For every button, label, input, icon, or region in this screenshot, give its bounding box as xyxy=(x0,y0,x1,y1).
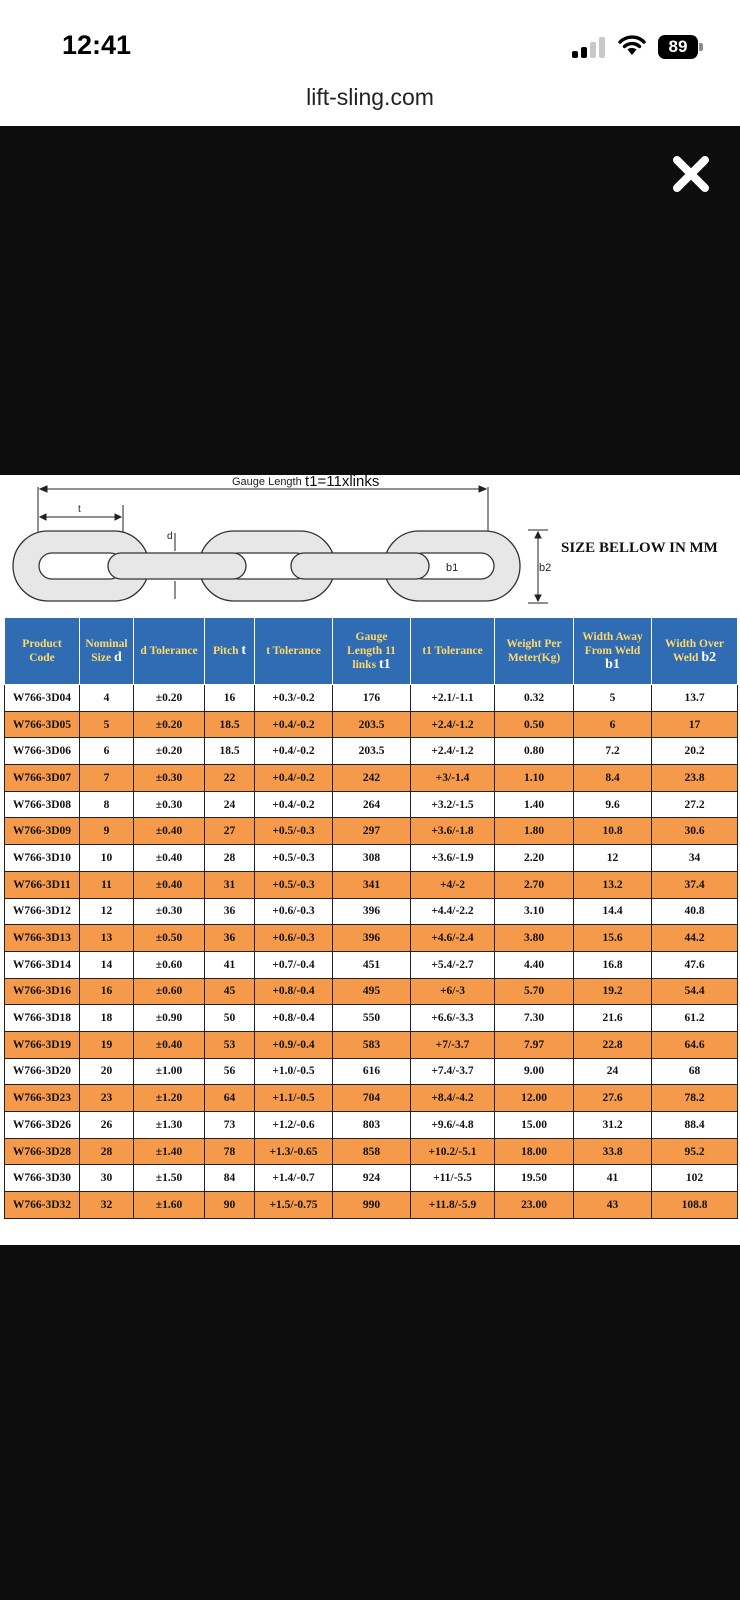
table-cell: 0.50 xyxy=(495,711,574,738)
table-cell: 53 xyxy=(205,1031,255,1058)
table-cell: 68 xyxy=(652,1058,738,1085)
table-cell: 7 xyxy=(80,765,134,792)
table-cell: 176 xyxy=(333,685,411,712)
table-cell: 5 xyxy=(80,711,134,738)
table-cell: 24 xyxy=(205,791,255,818)
battery-level: 89 xyxy=(658,35,698,59)
address-bar[interactable] xyxy=(0,80,740,126)
table-cell: 12 xyxy=(574,845,652,872)
table-cell: ±0.50 xyxy=(134,925,205,952)
table-cell: +0.5/-0.3 xyxy=(255,818,333,845)
table-cell: 20 xyxy=(80,1058,134,1085)
table-cell: 924 xyxy=(333,1165,411,1192)
table-cell: 11 xyxy=(80,871,134,898)
diameter-label: d xyxy=(167,531,173,542)
table-cell: 95.2 xyxy=(652,1138,738,1165)
table-cell: 18 xyxy=(80,1005,134,1032)
table-cell: W766-3D14 xyxy=(5,951,80,978)
table-cell: 26 xyxy=(80,1112,134,1139)
table-cell: +4/-2 xyxy=(411,871,495,898)
header-line2: Meter(Kg) xyxy=(507,652,561,664)
table-cell: 73 xyxy=(205,1112,255,1139)
table-cell: W766-3D19 xyxy=(5,1031,80,1058)
header-line2: Size xyxy=(91,652,112,664)
table-cell: 1.40 xyxy=(495,791,574,818)
table-cell: 31 xyxy=(205,871,255,898)
table-cell: 30 xyxy=(80,1165,134,1192)
cellular-signal-icon xyxy=(572,36,606,58)
table-cell: +1.4/-0.7 xyxy=(255,1165,333,1192)
table-cell: 6 xyxy=(80,738,134,765)
table-cell: W766-3D07 xyxy=(5,765,80,792)
table-cell: 28 xyxy=(205,845,255,872)
table-cell: 24 xyxy=(574,1058,652,1085)
table-row xyxy=(5,978,738,1005)
table-cell: 108.8 xyxy=(652,1192,738,1219)
table-cell: 8.4 xyxy=(574,765,652,792)
header-symbol: t1 xyxy=(378,657,391,672)
column-header xyxy=(80,618,134,685)
table-cell: 14 xyxy=(80,951,134,978)
column-header xyxy=(134,618,205,685)
table-cell: +9.6/-4.8 xyxy=(411,1112,495,1139)
table-cell: 13 xyxy=(80,925,134,952)
table-cell: +10.2/-5.1 xyxy=(411,1138,495,1165)
table-cell: ±0.40 xyxy=(134,845,205,872)
table-cell: 16.8 xyxy=(574,951,652,978)
table-cell: 7.2 xyxy=(574,738,652,765)
table-row xyxy=(5,1138,738,1165)
table-cell: 45 xyxy=(205,978,255,1005)
column-header xyxy=(652,618,738,685)
table-cell: 16 xyxy=(80,978,134,1005)
table-cell: ±0.30 xyxy=(134,765,205,792)
table-cell: ±1.30 xyxy=(134,1112,205,1139)
table-cell: ±1.40 xyxy=(134,1138,205,1165)
table-cell: 40.8 xyxy=(652,898,738,925)
table-cell: +4.6/-2.4 xyxy=(411,925,495,952)
table-cell: 27 xyxy=(205,818,255,845)
header-line2: Code xyxy=(29,652,55,664)
table-cell: ±1.50 xyxy=(134,1165,205,1192)
table-cell: 297 xyxy=(333,818,411,845)
table-cell: 33.8 xyxy=(574,1138,652,1165)
table-cell: W766-3D16 xyxy=(5,978,80,1005)
table-cell: ±1.00 xyxy=(134,1058,205,1085)
table-cell: ±0.60 xyxy=(134,951,205,978)
table-cell: 36 xyxy=(205,925,255,952)
table-cell: +3/-1.4 xyxy=(411,765,495,792)
table-cell: 5 xyxy=(574,685,652,712)
table-cell: 990 xyxy=(333,1192,411,1219)
table-cell: 396 xyxy=(333,898,411,925)
table-cell: 18.00 xyxy=(495,1138,574,1165)
table-cell: +0.4/-0.2 xyxy=(255,791,333,818)
table-row xyxy=(5,738,738,765)
table-cell: +0.8/-0.4 xyxy=(255,1005,333,1032)
table-cell: 858 xyxy=(333,1138,411,1165)
header-line1: Gauge xyxy=(355,631,388,643)
table-row xyxy=(5,1192,738,1219)
table-cell: 37.4 xyxy=(652,871,738,898)
pitch-label: t xyxy=(78,504,81,515)
table-cell: +0.6/-0.3 xyxy=(255,898,333,925)
header-line1: t Tolerance xyxy=(266,645,321,657)
table-cell: +0.4/-0.2 xyxy=(255,765,333,792)
table-cell: 47.6 xyxy=(652,951,738,978)
column-header xyxy=(574,618,652,685)
table-cell: 78.2 xyxy=(652,1085,738,1112)
header-line2: Weld xyxy=(672,652,699,664)
table-cell: 8 xyxy=(80,791,134,818)
table-cell: W766-3D04 xyxy=(5,685,80,712)
battery-icon xyxy=(658,35,704,59)
table-cell: 7.97 xyxy=(495,1031,574,1058)
table-cell: 13.2 xyxy=(574,871,652,898)
table-cell: 61.2 xyxy=(652,1005,738,1032)
table-cell: 9 xyxy=(80,818,134,845)
table-cell: W766-3D23 xyxy=(5,1085,80,1112)
table-cell: W766-3D30 xyxy=(5,1165,80,1192)
table-cell: +0.7/-0.4 xyxy=(255,951,333,978)
wifi-icon xyxy=(618,34,646,56)
table-cell: 4.40 xyxy=(495,951,574,978)
table-cell: 32 xyxy=(80,1192,134,1219)
table-row xyxy=(5,1165,738,1192)
table-cell: 803 xyxy=(333,1112,411,1139)
table-cell: +0.8/-0.4 xyxy=(255,978,333,1005)
table-cell: 264 xyxy=(333,791,411,818)
table-row xyxy=(5,765,738,792)
table-row xyxy=(5,925,738,952)
chain-spec-table xyxy=(4,617,738,1219)
table-cell: 18.5 xyxy=(205,738,255,765)
table-cell: 616 xyxy=(333,1058,411,1085)
header-line1: Product xyxy=(22,638,62,650)
table-cell: 23.8 xyxy=(652,765,738,792)
table-cell: +1.1/-0.5 xyxy=(255,1085,333,1112)
table-cell: 102 xyxy=(652,1165,738,1192)
table-cell: +11/-5.5 xyxy=(411,1165,495,1192)
table-cell: +3.6/-1.9 xyxy=(411,845,495,872)
table-cell: 16 xyxy=(205,685,255,712)
table-cell: 2.20 xyxy=(495,845,574,872)
table-cell: +7/-3.7 xyxy=(411,1031,495,1058)
table-cell: 43 xyxy=(574,1192,652,1219)
table-cell: 41 xyxy=(205,951,255,978)
table-cell: W766-3D18 xyxy=(5,1005,80,1032)
table-cell: W766-3D26 xyxy=(5,1112,80,1139)
table-cell: +7.4/-3.7 xyxy=(411,1058,495,1085)
table-row xyxy=(5,685,738,712)
table-cell: 3.10 xyxy=(495,898,574,925)
table-cell: +2.4/-1.2 xyxy=(411,711,495,738)
table-cell: 78 xyxy=(205,1138,255,1165)
table-cell: 6 xyxy=(574,711,652,738)
table-cell: 84 xyxy=(205,1165,255,1192)
table-cell: ±0.40 xyxy=(134,871,205,898)
table-cell: ±0.60 xyxy=(134,978,205,1005)
table-cell: 9.6 xyxy=(574,791,652,818)
table-cell: +4.4/-2.2 xyxy=(411,898,495,925)
table-cell: +11.8/-5.9 xyxy=(411,1192,495,1219)
table-cell: ±0.90 xyxy=(134,1005,205,1032)
table-cell: +0.5/-0.3 xyxy=(255,871,333,898)
table-cell: 23 xyxy=(80,1085,134,1112)
table-cell: 550 xyxy=(333,1005,411,1032)
table-cell: 18.5 xyxy=(205,711,255,738)
table-cell: 19 xyxy=(80,1031,134,1058)
header-symbol: b2 xyxy=(701,650,717,665)
gauge-label: Gauge Length xyxy=(232,476,302,488)
table-cell: 12.00 xyxy=(495,1085,574,1112)
table-cell: 14.4 xyxy=(574,898,652,925)
table-cell: 495 xyxy=(333,978,411,1005)
header-line1: Width Over xyxy=(665,638,724,650)
table-cell: 22 xyxy=(205,765,255,792)
image-viewer xyxy=(0,475,740,1245)
table-cell: W766-3D09 xyxy=(5,818,80,845)
close-icon[interactable] xyxy=(671,154,711,194)
column-header xyxy=(495,618,574,685)
header-line1: Width Away xyxy=(582,631,643,643)
table-cell: 1.80 xyxy=(495,818,574,845)
table-cell: 28 xyxy=(80,1138,134,1165)
column-header xyxy=(333,618,411,685)
table-row xyxy=(5,818,738,845)
gauge-formula: t1=11xlinks xyxy=(305,475,380,490)
table-cell: 10.8 xyxy=(574,818,652,845)
table-cell: +0.5/-0.3 xyxy=(255,845,333,872)
table-cell: ±0.20 xyxy=(134,685,205,712)
table-cell: 30.6 xyxy=(652,818,738,845)
table-cell: 56 xyxy=(205,1058,255,1085)
table-cell: 242 xyxy=(333,765,411,792)
table-cell: +2.4/-1.2 xyxy=(411,738,495,765)
table-cell: 3.80 xyxy=(495,925,574,952)
table-cell: +1.0/-0.5 xyxy=(255,1058,333,1085)
table-cell: 19.2 xyxy=(574,978,652,1005)
table-cell: 341 xyxy=(333,871,411,898)
table-cell: W766-3D28 xyxy=(5,1138,80,1165)
header-line2: Length 11 links xyxy=(347,645,396,671)
column-header xyxy=(205,618,255,685)
table-cell: 7.30 xyxy=(495,1005,574,1032)
table-cell: 704 xyxy=(333,1085,411,1112)
table-cell: 451 xyxy=(333,951,411,978)
table-cell: ±1.60 xyxy=(134,1192,205,1219)
table-cell: 36 xyxy=(205,898,255,925)
table-cell: 203.5 xyxy=(333,738,411,765)
table-cell: 23.00 xyxy=(495,1192,574,1219)
header-line2: From Weld xyxy=(584,645,641,657)
table-cell: 21.6 xyxy=(574,1005,652,1032)
table-cell: 5.70 xyxy=(495,978,574,1005)
table-cell: 50 xyxy=(205,1005,255,1032)
b2-label: b2 xyxy=(539,562,552,574)
table-row xyxy=(5,951,738,978)
table-cell: 396 xyxy=(333,925,411,952)
table-cell: W766-3D12 xyxy=(5,898,80,925)
header-symbol: t xyxy=(241,643,247,658)
table-cell: 4 xyxy=(80,685,134,712)
table-cell: 34 xyxy=(652,845,738,872)
table-cell: 27.2 xyxy=(652,791,738,818)
table-cell: 12 xyxy=(80,898,134,925)
table-cell: W766-3D05 xyxy=(5,711,80,738)
table-cell: 9.00 xyxy=(495,1058,574,1085)
column-header xyxy=(255,618,333,685)
table-cell: 44.2 xyxy=(652,925,738,952)
column-header xyxy=(5,618,80,685)
table-row xyxy=(5,1112,738,1139)
table-cell: ±0.30 xyxy=(134,898,205,925)
table-cell: 90 xyxy=(205,1192,255,1219)
table-row xyxy=(5,791,738,818)
table-cell: +3.6/-1.8 xyxy=(411,818,495,845)
table-row xyxy=(5,845,738,872)
table-cell: ±0.40 xyxy=(134,1031,205,1058)
table-cell: +6/-3 xyxy=(411,978,495,1005)
table-cell: +3.2/-1.5 xyxy=(411,791,495,818)
table-row xyxy=(5,1031,738,1058)
table-cell: +0.9/-0.4 xyxy=(255,1031,333,1058)
table-cell: 583 xyxy=(333,1031,411,1058)
table-cell: 203.5 xyxy=(333,711,411,738)
table-cell: W766-3D10 xyxy=(5,845,80,872)
status-bar xyxy=(0,0,740,80)
url-text: lift-sling.com xyxy=(306,84,434,110)
table-cell: 2.70 xyxy=(495,871,574,898)
table-cell: 0.32 xyxy=(495,685,574,712)
table-cell: 64 xyxy=(205,1085,255,1112)
table-row xyxy=(5,711,738,738)
table-cell: 88.4 xyxy=(652,1112,738,1139)
table-cell: 54.4 xyxy=(652,978,738,1005)
table-cell: +1.2/-0.6 xyxy=(255,1112,333,1139)
table-cell: 31.2 xyxy=(574,1112,652,1139)
table-cell: 64.6 xyxy=(652,1031,738,1058)
table-cell: 15.6 xyxy=(574,925,652,952)
table-cell: +0.6/-0.3 xyxy=(255,925,333,952)
table-cell: +1.3/-0.65 xyxy=(255,1138,333,1165)
table-cell: W766-3D08 xyxy=(5,791,80,818)
table-cell: 20.2 xyxy=(652,738,738,765)
table-cell: +5.4/-2.7 xyxy=(411,951,495,978)
table-cell: 308 xyxy=(333,845,411,872)
table-cell: 13.7 xyxy=(652,685,738,712)
table-cell: ±1.20 xyxy=(134,1085,205,1112)
table-cell: W766-3D13 xyxy=(5,925,80,952)
status-time: 12:41 xyxy=(62,30,132,60)
table-cell: 10 xyxy=(80,845,134,872)
table-cell: ±0.40 xyxy=(134,818,205,845)
header-line1: Weight Per xyxy=(506,638,562,650)
header-line1: Nominal xyxy=(85,638,128,650)
table-cell: +0.3/-0.2 xyxy=(255,685,333,712)
table-row xyxy=(5,898,738,925)
header-symbol: d xyxy=(113,650,122,665)
header-line1: t1 Tolerance xyxy=(422,645,483,657)
header-line1: Pitch xyxy=(212,645,239,657)
table-cell: 1.10 xyxy=(495,765,574,792)
table-cell: W766-3D20 xyxy=(5,1058,80,1085)
table-row xyxy=(5,871,738,898)
table-cell: W766-3D06 xyxy=(5,738,80,765)
table-cell: +2.1/-1.1 xyxy=(411,685,495,712)
table-cell: 19.50 xyxy=(495,1165,574,1192)
table-cell: 41 xyxy=(574,1165,652,1192)
table-row xyxy=(5,1005,738,1032)
table-row xyxy=(5,1058,738,1085)
table-cell: ±0.20 xyxy=(134,711,205,738)
table-cell: 15.00 xyxy=(495,1112,574,1139)
table-cell: +1.5/-0.75 xyxy=(255,1192,333,1219)
table-cell: W766-3D11 xyxy=(5,871,80,898)
header-line1: d Tolerance xyxy=(140,645,198,657)
table-cell: ±0.30 xyxy=(134,791,205,818)
table-header-row xyxy=(5,618,738,685)
table-cell: W766-3D32 xyxy=(5,1192,80,1219)
table-cell: +0.4/-0.2 xyxy=(255,711,333,738)
header-symbol: b1 xyxy=(605,657,620,672)
table-row xyxy=(5,1085,738,1112)
column-header xyxy=(411,618,495,685)
table-cell: 22.8 xyxy=(574,1031,652,1058)
table-cell: ±0.20 xyxy=(134,738,205,765)
table-cell: +6.6/-3.3 xyxy=(411,1005,495,1032)
table-cell: +8.4/-4.2 xyxy=(411,1085,495,1112)
size-note: SIZE BELLOW IN MM xyxy=(561,540,718,556)
table-cell: 17 xyxy=(652,711,738,738)
b1-label: b1 xyxy=(446,562,459,574)
table-cell: 27.6 xyxy=(574,1085,652,1112)
table-cell: 0.80 xyxy=(495,738,574,765)
table-cell: +0.4/-0.2 xyxy=(255,738,333,765)
